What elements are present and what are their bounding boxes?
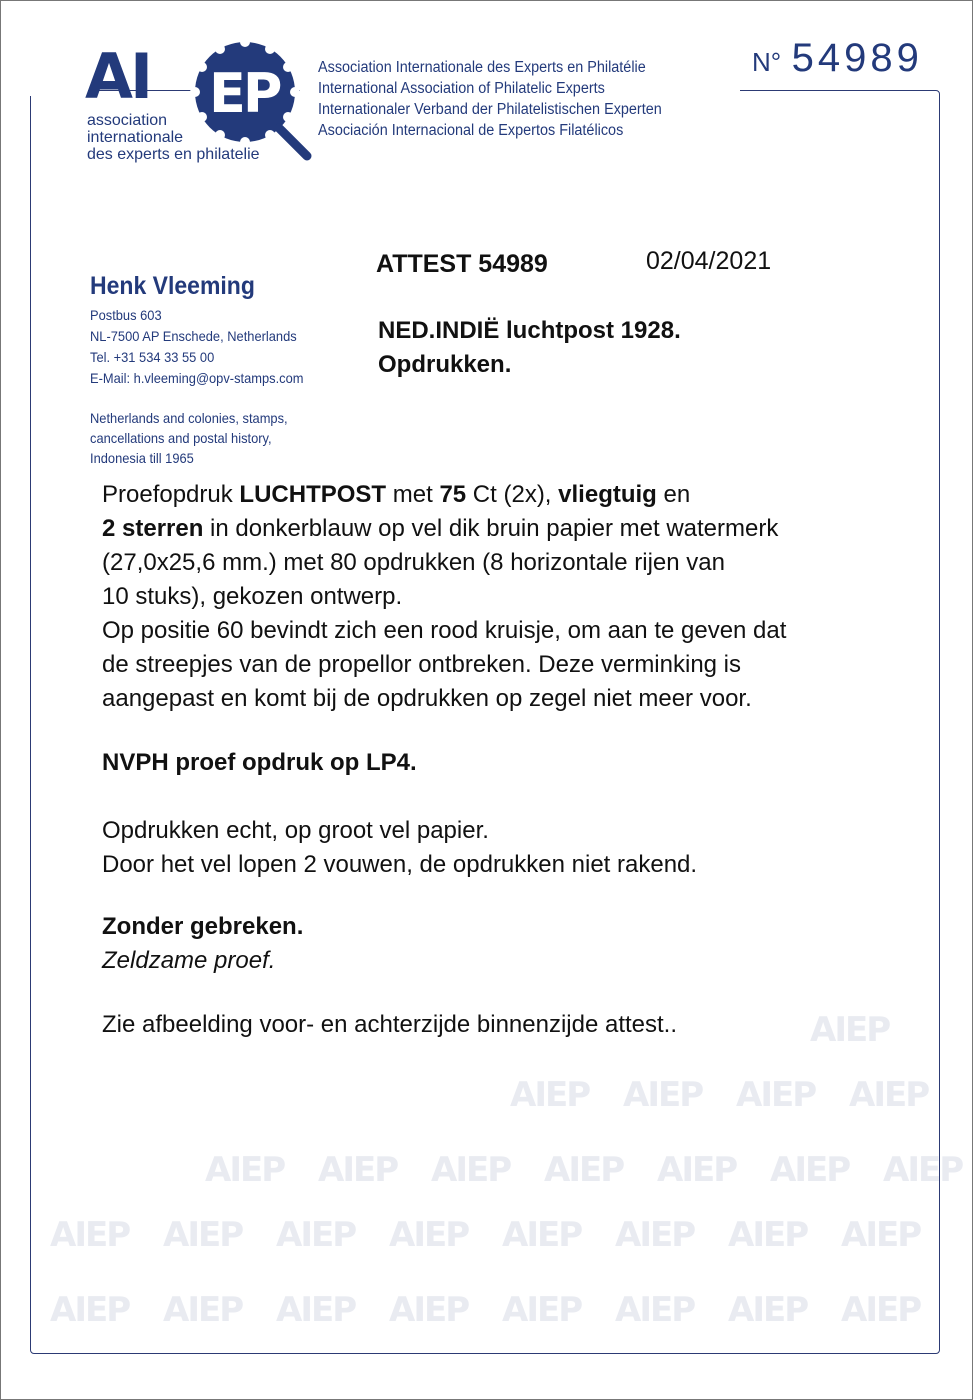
watermark-logo: AIEP xyxy=(883,1150,963,1190)
watermark-logo: AIEP xyxy=(502,1215,582,1255)
watermark-logo: AIEP xyxy=(841,1290,921,1330)
nvph-reference: NVPH proef opdruk op LP4. xyxy=(102,749,417,776)
rarity-statement: Zeldzame proef. xyxy=(102,947,276,974)
body-line: Op positie 60 bevindt zich een rood kruisje, om aan te geven dat xyxy=(102,617,787,644)
watermark-logo: AIEP xyxy=(431,1150,511,1190)
attest-date: 02/04/2021 xyxy=(646,247,772,275)
aiep-logo xyxy=(85,28,300,168)
watermark-pattern xyxy=(40,1000,963,1350)
association-name-es: Asociación Internacional de Expertos Filatélicos xyxy=(318,122,624,139)
watermark-logo: AIEP xyxy=(276,1215,356,1255)
body-line: (27,0x25,6 mm.) met 80 opdrukken (8 horizontale rijen van xyxy=(102,549,725,576)
genuine-statement: Opdrukken echt, op groot vel papier. xyxy=(102,817,489,844)
watermark-logo: AIEP xyxy=(502,1290,582,1330)
association-names xyxy=(318,57,662,141)
number-label: N° xyxy=(752,47,782,77)
expert-address: Postbus 603 NL-7500 AP Enschede, Netherlands Tel. +31 534 33 55 00 E-Mail: h.vleeming@opv-stamps.com xyxy=(90,307,304,386)
watermark-logo: AIEP xyxy=(728,1215,808,1255)
watermark-logo: AIEP xyxy=(841,1215,921,1255)
watermark-logo: AIEP xyxy=(205,1150,285,1190)
expert-name: Henk Vleeming xyxy=(90,272,255,300)
watermark-logo: AIEP xyxy=(163,1215,243,1255)
association-name-de: Internationaler Verband der Philatelistischen Experten xyxy=(318,101,662,118)
expert-specialty: Netherlands and colonies, stamps, cancellations and postal history, Indonesia till 1965 xyxy=(90,410,288,466)
watermark-logo: AIEP xyxy=(50,1215,130,1255)
watermark-logo: AIEP xyxy=(276,1290,356,1330)
association-name-en: International Association of Philatelic Experts xyxy=(318,80,605,97)
body-line: de streepjes van de propellor ontbreken. Deze verminking is xyxy=(102,651,742,678)
watermark-logo: AIEP xyxy=(615,1290,695,1330)
body-line: Proefopdruk LUCHTPOST met 75 Ct (2x), vliegtuig en xyxy=(102,481,691,508)
body-line: aangepast en komt bij de opdrukken op zegel niet meer voor. xyxy=(102,685,752,712)
body-line: 2 sterren in donkerblauw op vel dik bruin papier met watermerk xyxy=(102,515,779,542)
watermark-logo: AIEP xyxy=(163,1290,243,1330)
watermark-logo: AIEP xyxy=(318,1150,398,1190)
attest-title: ATTEST 54989 xyxy=(376,250,548,278)
watermark-logo: AIEP xyxy=(770,1150,850,1190)
watermark-logo: AIEP xyxy=(728,1290,808,1330)
watermark-logo: AIEP xyxy=(544,1150,624,1190)
watermark-logo: AIEP xyxy=(389,1215,469,1255)
watermark-logo: AIEP xyxy=(849,1075,929,1115)
watermark-logo: AIEP xyxy=(810,1010,890,1050)
body-line: 10 stuks), gekozen ontwerp. xyxy=(102,583,403,610)
number-value: 54989 xyxy=(791,36,923,80)
image-note: Zie afbeelding voor- en achterzijde binnenzijde attest.. xyxy=(102,1011,678,1038)
watermark-logo: AIEP xyxy=(736,1075,816,1115)
certificate-number xyxy=(752,36,923,81)
svg-text:EP: EP xyxy=(209,62,280,125)
certificate-subject: NED.INDIË luchtpost 1928. Opdrukken. xyxy=(378,317,681,378)
association-name-fr: Association Internationale des Experts en Philatélie xyxy=(318,59,646,76)
watermark-logo: AIEP xyxy=(657,1150,737,1190)
condition-statement: Zonder gebreken. xyxy=(102,913,304,940)
watermark-logo: AIEP xyxy=(50,1290,130,1330)
watermark-logo: AIEP xyxy=(615,1215,695,1255)
logo-subtitle: association internationale des experts en philatelie xyxy=(87,112,260,163)
watermark-logo: AIEP xyxy=(389,1290,469,1330)
certificate-body xyxy=(102,478,932,1042)
watermark-logo: AIEP xyxy=(623,1075,703,1115)
logo-letters: AI xyxy=(85,40,151,113)
fold-statement: Door het vel lopen 2 vouwen, de opdrukken niet rakend. xyxy=(102,851,698,878)
watermark-logo: AIEP xyxy=(510,1075,590,1115)
